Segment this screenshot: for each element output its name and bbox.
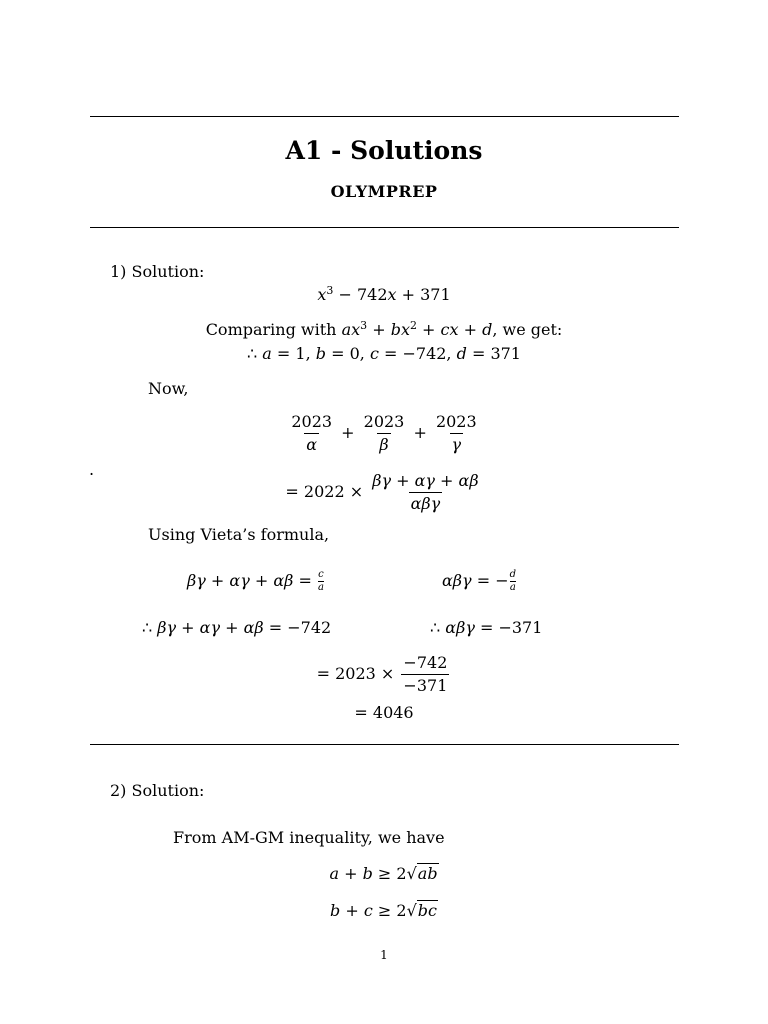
amgm-bc: b + c ≥ 2√bc bbox=[330, 901, 437, 920]
page-title: A1 - Solutions bbox=[285, 136, 483, 165]
section-divider bbox=[90, 744, 679, 745]
fraction-2023-beta: $\frac{2023}{\beta}$ bbox=[363, 412, 405, 454]
fraction-2023-alpha: $\frac{2023}{\alpha}$ bbox=[291, 412, 333, 454]
vieta-sum-value: ∴ βγ + αγ + αβ = −742 bbox=[142, 618, 332, 637]
q1-polynomial: $x^3 - 742x + 371$ bbox=[317, 284, 451, 304]
fraction-742-371: $\frac{-742}{-371}$ bbox=[403, 653, 448, 695]
top-rule bbox=[90, 116, 679, 117]
q1-comparing-line: Comparing with $ax^3 + bx^2$ + cx + d, we get: bbox=[205, 319, 563, 339]
fraction-vieta-ratio: $\frac{\beta\gamma + \alpha\gamma + \alpha\beta}{\text{αβγ}}$ bbox=[372, 471, 479, 513]
q1-coefficients: ∴ a = 1, b = 0, c = −742, d = 371 bbox=[247, 344, 521, 363]
q1-sum-of-fractions: $\frac{2023}{\alpha}$ + $\frac{2023}{\beta}$ + $\frac{2023}{\gamma}$ bbox=[291, 412, 477, 454]
q2-intro: From AM-GM inequality, we have bbox=[173, 828, 445, 847]
we-get-text: , we get: bbox=[492, 320, 563, 339]
q1-vieta-text: Using Vieta’s formula, bbox=[148, 525, 330, 544]
vieta-product-formula: αβγ = − $\frac{d}{a}$ bbox=[442, 569, 517, 593]
comparing-text: Comparing with bbox=[205, 320, 337, 339]
q2-heading: 2) Solution: bbox=[110, 781, 205, 800]
stray-dot: . bbox=[89, 460, 95, 479]
vieta-sum-formula: βγ + αγ + αβ = $\frac{c}{a}$ bbox=[187, 569, 324, 593]
q1-result: = 4046 bbox=[354, 703, 414, 722]
vieta-product-value: ∴ αβγ = −371 bbox=[430, 618, 543, 637]
q1-heading: 1) Solution: bbox=[110, 262, 205, 281]
page-subtitle: OLYMPREP bbox=[330, 182, 438, 201]
q1-rewritten-sum: = 2022 × $\frac{\beta\gamma + \alpha\gamma + \alpha\beta}{\text{αβγ}}$ bbox=[285, 471, 479, 513]
page-number: 1 bbox=[380, 948, 388, 962]
q1-substitution: = 2023 × $\frac{-742}{-371}$ bbox=[316, 653, 448, 695]
amgm-ab: a + b ≥ 2√ab bbox=[329, 864, 438, 883]
q1-now: Now, bbox=[148, 379, 189, 398]
header-bottom-rule bbox=[90, 227, 679, 228]
fraction-2023-gamma: $\frac{2023}{\gamma}$ bbox=[435, 412, 477, 454]
